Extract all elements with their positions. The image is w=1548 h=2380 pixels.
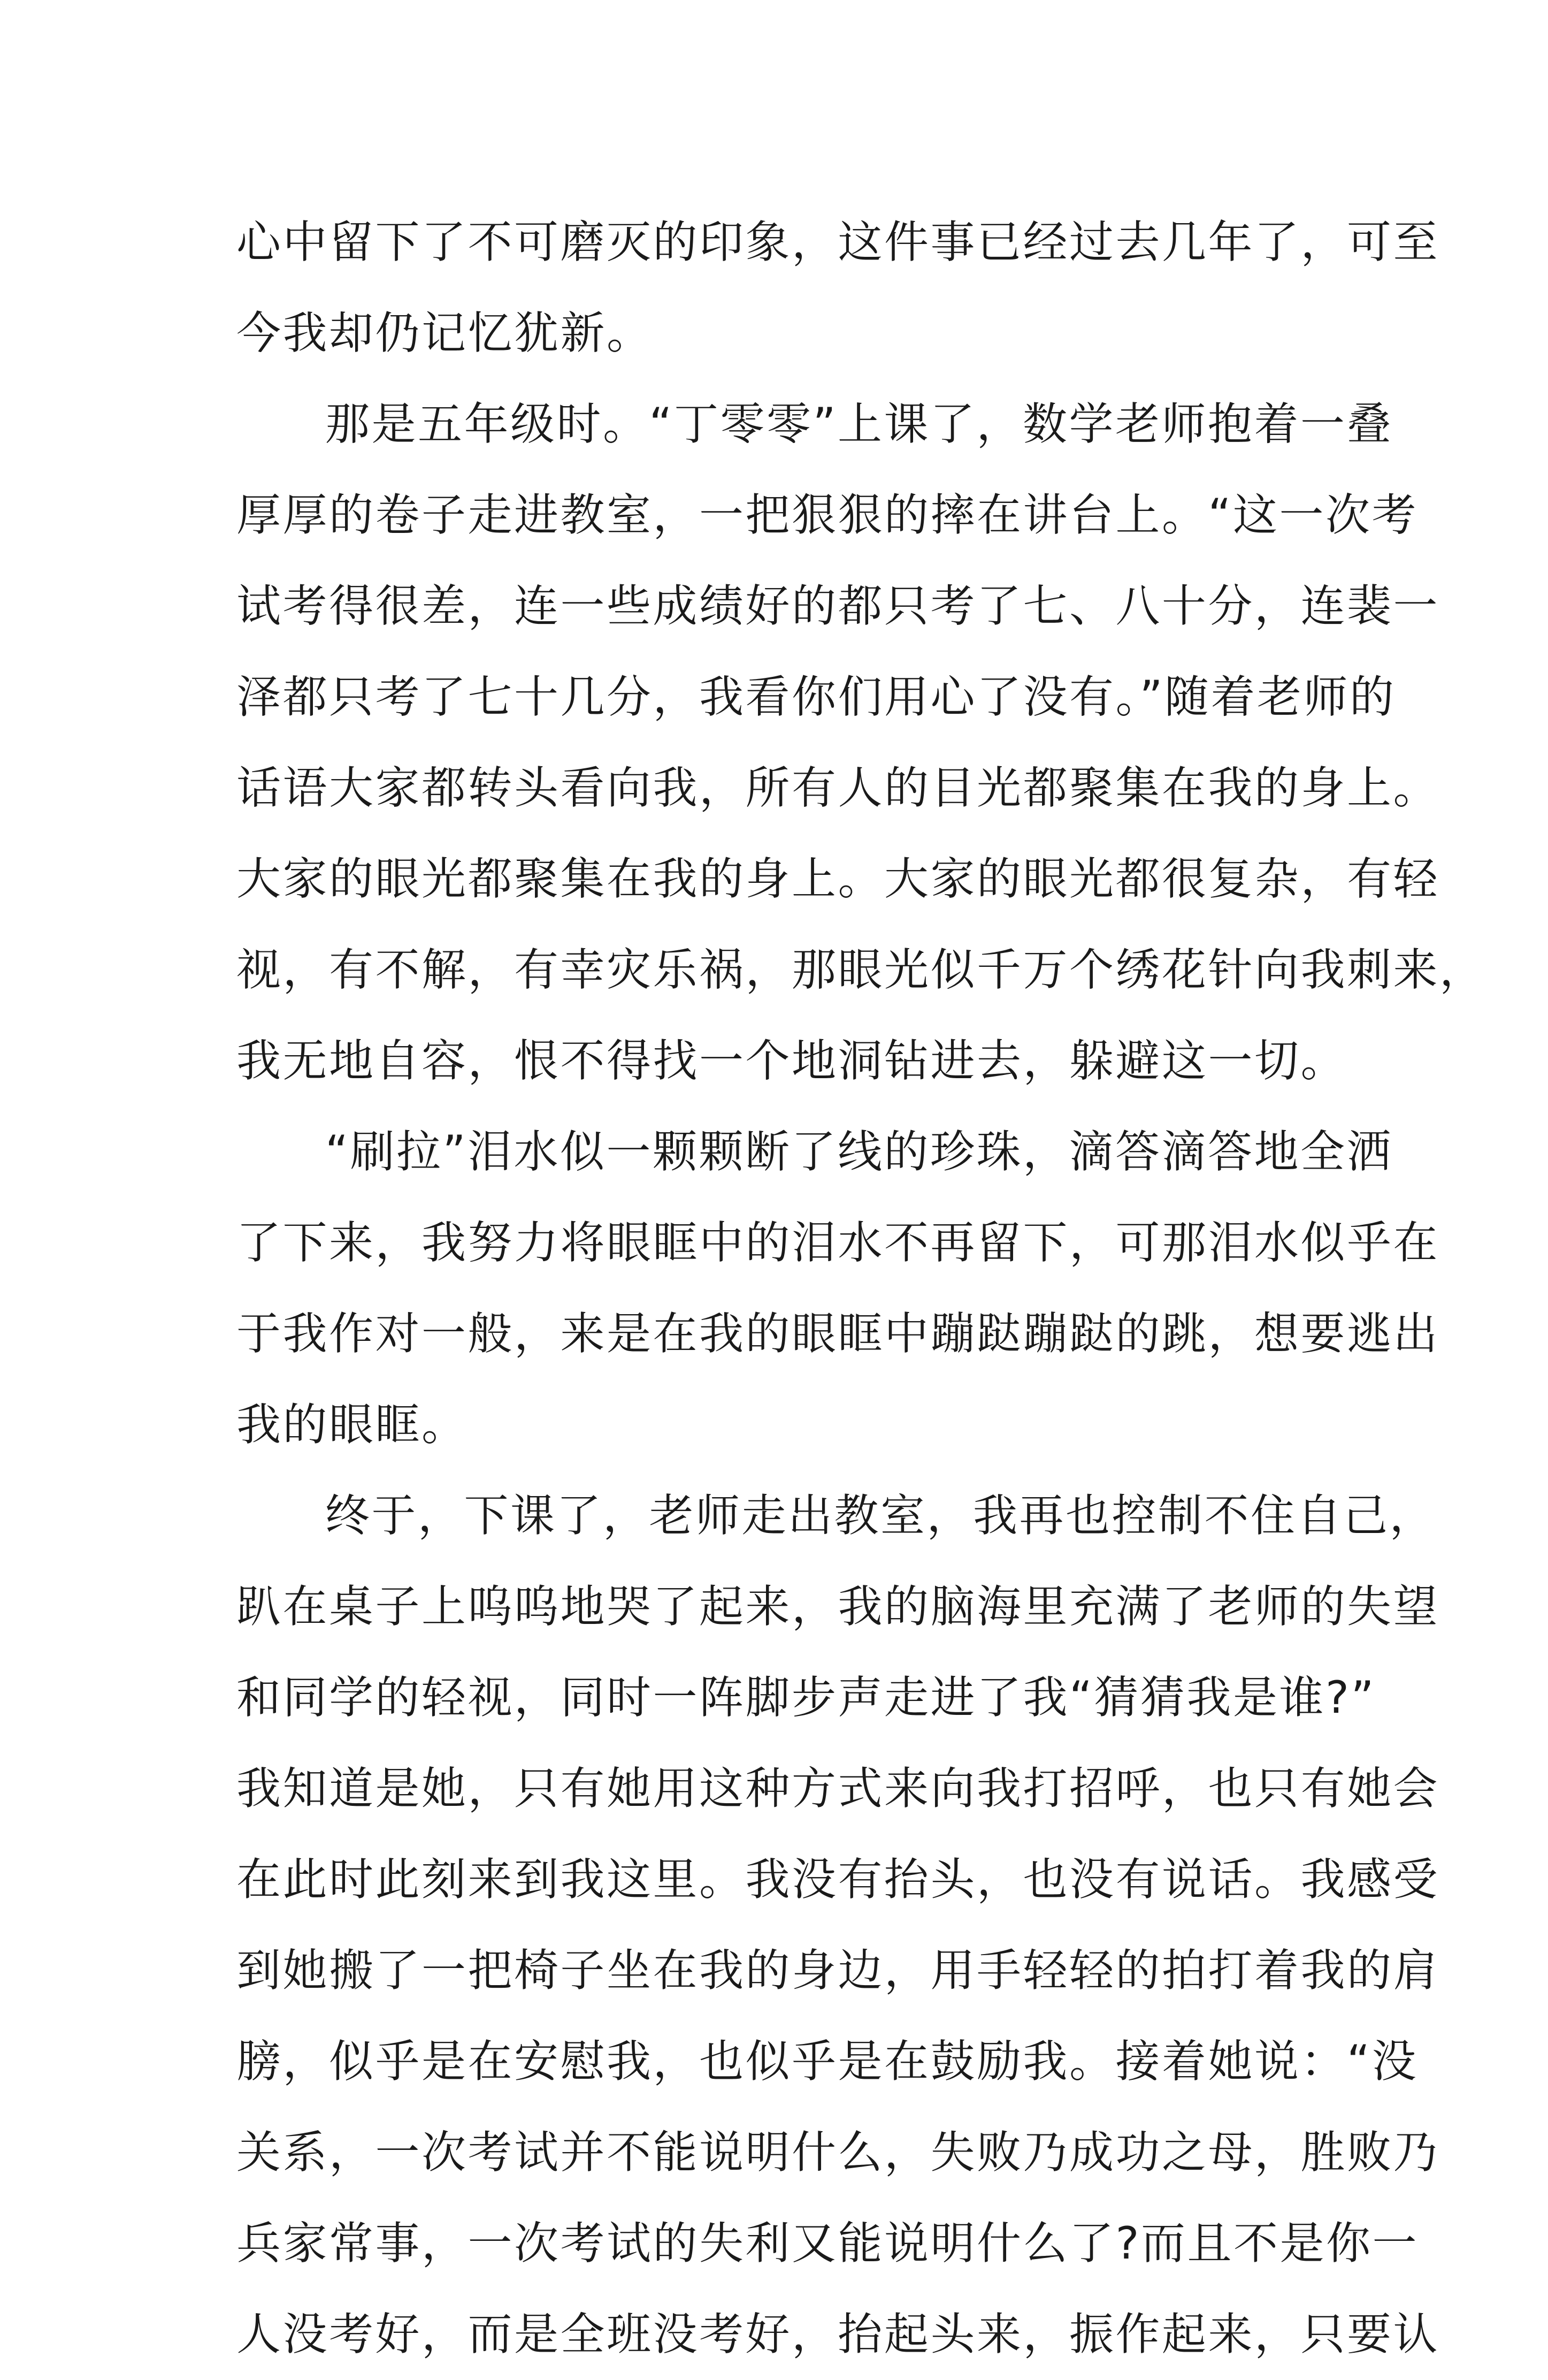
text-line: 今我却仍记忆犹新。: [236, 307, 653, 359]
text-line: 话语大家都转头看向我，所有人的目光都聚集在我的身上。: [236, 762, 1439, 814]
text-line: 心中留下了不可磨灭的印象，这件事已经过去几年了，可至: [236, 216, 1439, 268]
text-line: 试考得很差，连一些成绩好的都只考了七、八十分，连裴一: [236, 580, 1439, 632]
text-line: 泽都只考了七十几分，我看你们用心了没有。”随着老师的: [236, 671, 1396, 723]
text-line: 了下来，我努力将眼眶中的泪水不再留下，可那泪水似乎在: [236, 1217, 1439, 1269]
text-line: 在此时此刻来到我这里。我没有抬头，也没有说话。我感受: [236, 1853, 1439, 1905]
text-line: 膀，似乎是在安慰我，也似乎是在鼓励我。接着她说：“没: [236, 2035, 1418, 2087]
body-text: [236, 197, 1486, 2380]
text-line: 我无地自容，恨不得找一个地洞钻进去，躲避这一切。: [236, 1035, 1347, 1087]
text-line: 大家的眼光都聚集在我的身上。大家的眼光都很复杂，有轻: [236, 853, 1439, 905]
text-line: 厚厚的卷子走进教室，一把狠狠的摔在讲台上。“这一次考: [236, 489, 1418, 541]
text-line: 那是五年级时。“丁零零”上课了，数学老师抱着一叠: [325, 398, 1393, 450]
text-line: 人没考好，而是全班没考好，抬起头来，振作起来，只要认: [236, 2308, 1439, 2360]
text-line: 和同学的轻视，同时一阵脚步声走进了我“猜猜我是谁?”: [236, 1672, 1376, 1723]
text-line: 我的眼眶。: [236, 1399, 468, 1451]
text-line: 视，有不解，有幸灾乐祸，那眼光似千万个绣花针向我刺来，: [236, 944, 1486, 996]
text-line: 兵家常事，一次考试的失利又能说明什么了?而且不是你一: [236, 2217, 1419, 2269]
text-line: 到她搬了一把椅子坐在我的身边，用手轻轻的拍打着我的肩: [236, 1944, 1439, 1996]
text-line: 终于，下课了，老师走出教室，我再也控制不住自己，: [325, 1490, 1436, 1542]
text-line: 趴在桌子上呜呜地哭了起来，我的脑海里充满了老师的失望: [236, 1581, 1439, 1633]
text-line: 于我作对一般，来是在我的眼眶中蹦跶蹦跶的跳，想要逃出: [236, 1308, 1439, 1360]
text-line: “刷拉”泪水似一颗颗断了线的珍珠，滴答滴答地全洒: [325, 1126, 1393, 1178]
text-line: 关系，一次考试并不能说明什么，失败乃成功之母，胜败乃: [236, 2126, 1439, 2178]
text-line: 我知道是她，只有她用这种方式来向我打招呼，也只有她会: [236, 1763, 1439, 1814]
